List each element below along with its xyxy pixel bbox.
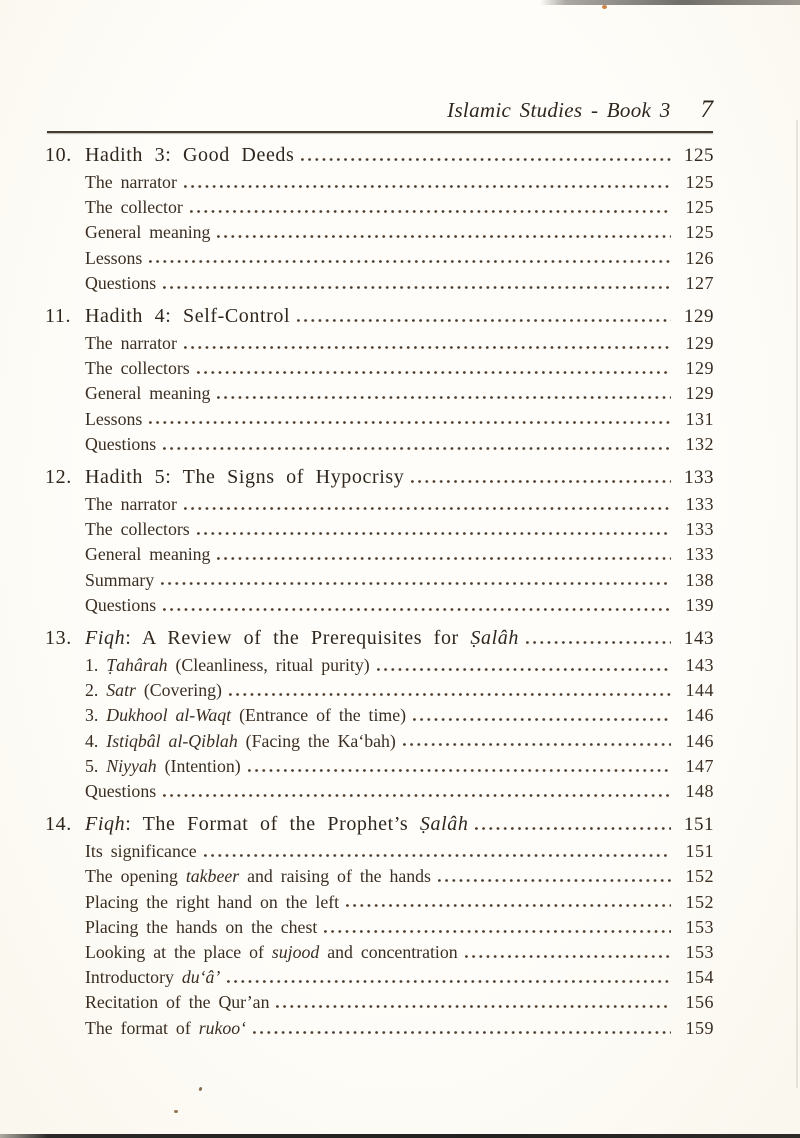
dot-leader [377,667,671,671]
toc-subentry [85,432,714,457]
subentry-label: General meaning [85,383,211,404]
subentry-label: General meaning [85,222,211,243]
dot-leader [217,234,671,238]
dot-leader [163,793,671,797]
scan-edge-bottom [0,1134,800,1138]
dot-leader [475,826,671,830]
dot-leader [413,717,671,721]
dot-leader [526,640,671,644]
dot-leader [229,692,671,696]
dot-leader [248,768,671,772]
toc-subentry [85,170,714,195]
dot-leader [184,506,671,510]
entry-number: 12. [45,466,72,489]
subentry-page: 151 [685,841,714,862]
toc-subentry [85,754,714,779]
subentry-page: 138 [685,569,714,590]
toc-subentry [85,593,714,618]
subentry-label: Questions [85,594,157,615]
dot-leader [163,607,671,611]
subentry-page: 156 [685,992,714,1013]
toc-subentries [45,839,714,1041]
subentry-page: 159 [685,1017,714,1038]
subentry-page: 129 [685,333,714,354]
entry-number: 13. [45,627,72,650]
subentry-page: 125 [685,222,714,243]
subentry-page: 152 [685,891,714,912]
subentry-label: 1. Ṭahârah (Cleanliness, ritual purity) [85,655,370,676]
toc-subentry [85,492,714,517]
toc-subentry [85,568,714,593]
toc-subentry [85,195,714,220]
subentry-label: Its significance [85,841,197,862]
entry-page: 143 [684,628,714,650]
toc-section [45,810,714,1041]
toc-subentry [85,729,714,754]
subentry-page: 147 [685,755,714,776]
subentry-page: 129 [685,383,714,404]
subentry-label: Questions [85,272,157,293]
toc-subentry [85,246,714,271]
toc-subentry [85,965,714,990]
dot-leader [149,421,671,425]
subentry-page: 143 [685,655,714,676]
toc-subentry [85,542,714,567]
toc-subentry [85,890,714,915]
table-of-contents [45,141,714,1041]
subentry-page: 152 [685,866,714,887]
toc-section [45,141,714,296]
subentry-page: 131 [685,408,714,429]
dot-leader [217,395,671,399]
subentry-label: The format of rukoo‘ [85,1017,247,1038]
toc-subentry [85,1016,714,1041]
subentry-page: 154 [685,967,714,988]
dot-leader [227,979,671,983]
toc-subentry [85,220,714,245]
toc-subentry [85,839,714,864]
dot-leader [163,285,671,289]
entry-label: Fiqh: The Format of the Prophet’s Ṣalâh [85,813,469,836]
dot-leader [184,184,671,188]
subentry-label: Lessons [85,247,143,268]
dot-leader [197,531,671,535]
toc-subentry [85,407,714,432]
subentry-label: 3. Dukhool al-Waqt (Entrance of the time) [85,705,407,726]
subentry-label: Introductory du‘â’ [85,967,221,988]
dot-leader [190,209,671,213]
entry-label: Fiqh: A Review of the Prerequisites for Ṣalâh [85,627,519,650]
running-title: Islamic Studies - Book 3 [447,98,671,122]
toc-subentries [45,653,714,804]
scan-edge-right [796,120,798,1088]
toc-subentry [85,990,714,1015]
subentry-page: 133 [685,519,714,540]
toc-section [45,302,714,457]
subentry-label: Summary [85,569,155,590]
subentry-page: 132 [685,433,714,454]
entry-label: Hadith 5: The Signs of Hypocrisy [85,466,405,489]
toc-subentries [45,170,714,296]
subentry-label: The collector [85,197,183,218]
entry-page: 133 [684,467,714,489]
toc-subentry [85,381,714,406]
subentry-label: 5. Niyyah (Intention) [85,755,241,776]
subentry-label: The collectors [85,358,190,379]
subentry-label: 2. Satr (Covering) [85,680,222,701]
subentry-label: Lessons [85,408,143,429]
subentry-label: Looking at the place of sujood and concentration [85,942,458,963]
subentry-label: Placing the hands on the chest [85,916,318,937]
dot-leader [149,260,671,264]
subentry-label: 4. Istiqbâl al-Qiblah (Facing the Ka‘bah) [85,730,396,751]
subentry-label: Placing the right hand on the left [85,891,340,912]
scan-speck [198,1087,202,1092]
entry-number: 10. [45,144,72,166]
entry-page: 129 [684,306,714,328]
dot-leader [161,582,671,586]
dot-leader [324,929,671,933]
toc-entry [45,302,714,331]
subentry-label: Recitation of the Qur’an [85,992,270,1013]
toc-subentries [45,492,714,618]
dot-leader [438,878,671,882]
subentry-page: 133 [685,544,714,565]
subentry-page: 153 [685,942,714,963]
dot-leader [217,556,671,560]
toc-subentry [85,940,714,965]
subentry-label: Questions [85,433,157,454]
toc-entry [45,810,714,839]
page-number: 7 [700,96,713,123]
subentry-page: 148 [685,781,714,802]
subentry-page: 125 [685,172,714,192]
entry-number: 14. [45,813,72,836]
toc-subentry [85,779,714,804]
subentry-page: 126 [685,247,714,268]
subentry-page: 133 [685,494,714,515]
subentry-page: 153 [685,916,714,937]
subentry-page: 146 [685,730,714,751]
dot-leader [184,345,671,349]
subentry-page: 139 [685,594,714,615]
dot-leader [163,446,671,450]
toc-subentry [85,703,714,728]
subentry-label: The narrator [85,333,177,354]
subentry-label: The collectors [85,519,190,540]
dot-leader [301,157,671,161]
toc-subentry [85,653,714,678]
subentry-label: The opening takbeer and raising of the hands [85,866,431,887]
dot-leader [403,743,671,747]
toc-subentries [45,331,714,457]
toc-subentry [85,331,714,356]
subentry-label: The narrator [85,172,177,192]
dot-leader [346,904,671,908]
subentry-page: 125 [685,197,714,218]
dot-leader [411,479,671,483]
toc-subentry [85,915,714,940]
dot-leader [204,853,671,857]
header-rule [47,131,713,133]
scan-edge-top [540,0,800,5]
toc-section [45,463,714,618]
toc-subentry [85,356,714,381]
entry-number: 11. [45,305,72,328]
subentry-label: The narrator [85,494,177,515]
toc-subentry [85,678,714,703]
dot-leader [276,1004,671,1008]
toc-subentry [85,517,714,542]
dot-leader [297,318,671,322]
toc-entry [45,463,714,492]
entry-page: 125 [684,145,714,166]
toc-entry [45,624,714,653]
scan-speck [174,1110,178,1113]
subentry-page: 129 [685,358,714,379]
entry-label: Hadith 3: Good Deeds [85,144,295,166]
scan-speck [602,5,607,9]
subentry-page: 127 [685,272,714,293]
toc-section [45,624,714,804]
subentry-page: 146 [685,705,714,726]
dot-leader [253,1030,671,1034]
toc-subentry [85,864,714,889]
entry-page: 151 [684,814,714,836]
subentry-label: General meaning [85,544,211,565]
dot-leader [465,954,671,958]
subentry-label: Questions [85,781,157,802]
page-header [47,96,713,124]
toc-entry [45,141,714,170]
subentry-page: 144 [685,680,714,701]
toc-subentry [85,271,714,296]
dot-leader [197,370,671,374]
entry-label: Hadith 4: Self-Control [85,305,291,328]
